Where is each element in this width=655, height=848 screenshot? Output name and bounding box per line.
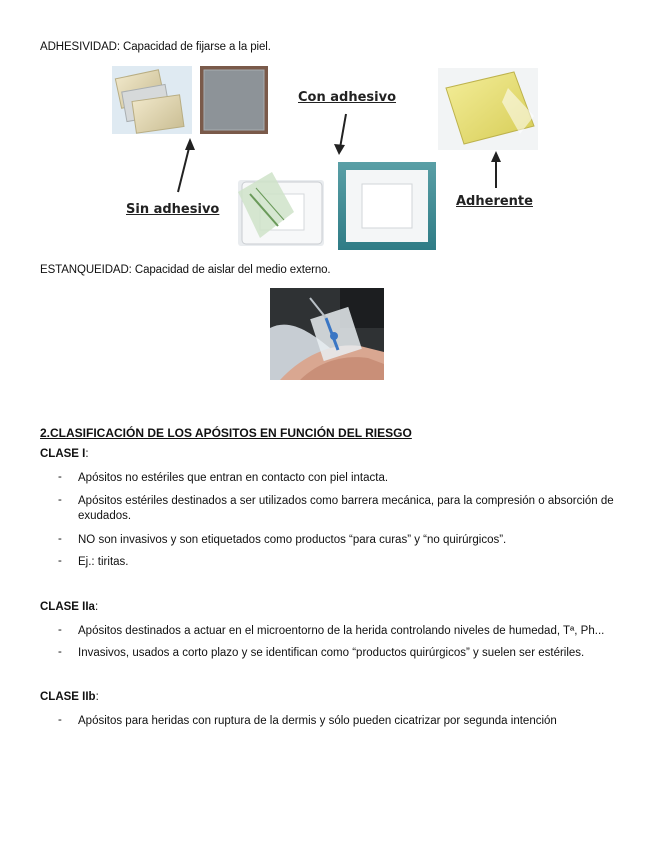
transparent-dressing-image: [238, 172, 324, 246]
clase-iib-item-1: Apósitos para heridas con ruptura de la dermis y sólo pueden cicatrizar por segunda intención: [78, 715, 557, 727]
bullet-dash: -: [58, 555, 62, 567]
clase-i-title: CLASE I: [40, 448, 86, 460]
estanqueidad-text: ESTANQUEIDAD: Capacidad de aislar del medio externo.: [40, 264, 331, 276]
label-con-adhesivo: Con adhesivo: [298, 90, 397, 105]
bullet-dash: -: [58, 533, 62, 545]
bullet-dash: -: [58, 471, 62, 483]
bullet-dash: -: [58, 494, 62, 506]
framed-dressing-image: [338, 162, 436, 250]
clase-i-heading: [40, 448, 89, 460]
bullet-dash: -: [58, 646, 62, 658]
clase-iia-item-1: Apósitos destinados a actuar en el microentorno de la herida controlando niveles de humedad, Tª, Ph...: [78, 625, 605, 637]
clase-iib-colon: :: [95, 691, 99, 703]
clase-i-colon: :: [85, 448, 89, 460]
clase-i-item-3: NO son invasivos y son etiquetados como productos “para curas” y “no quirúrgicos”.: [78, 534, 507, 546]
clase-iia-colon: :: [94, 601, 99, 613]
clase-iib-title: CLASE IIb: [40, 691, 96, 703]
clase-iia-heading: [40, 601, 98, 613]
adherent-pad-image: [438, 68, 538, 150]
clase-iib-heading: [40, 691, 99, 703]
adhesividad-text: ADHESIVIDAD: Capacidad de fijarse a la piel.: [40, 41, 271, 53]
bullet-dash: -: [58, 624, 62, 636]
clase-i-item-4: Ej.: tiritas.: [78, 556, 129, 568]
label-sin-adhesivo: Sin adhesivo: [126, 202, 220, 217]
clase-iia-item-2: Invasivos, usados a corto plazo y se identifican como “productos quirúrgicos” y suelen ser estériles.: [78, 647, 585, 659]
clase-i-item-1: Apósitos no estériles que entran en contacto con piel intacta.: [78, 472, 389, 484]
clase-i-item-2: Apósitos estériles destinados a ser utilizados como barrera mecánica, para la compresión o absorción de exudados.: [78, 495, 614, 522]
catheter-photo: [270, 288, 384, 380]
dressings-figure: [110, 62, 550, 252]
section-2-title: 2.CLASIFICACIÓN DE LOS APÓSITOS EN FUNCIÓN DEL RIESGO: [40, 426, 412, 440]
bullet-dash: -: [58, 714, 62, 726]
label-adherente: Adherente: [456, 194, 533, 209]
clase-iia-title: CLASE IIa: [40, 601, 95, 613]
